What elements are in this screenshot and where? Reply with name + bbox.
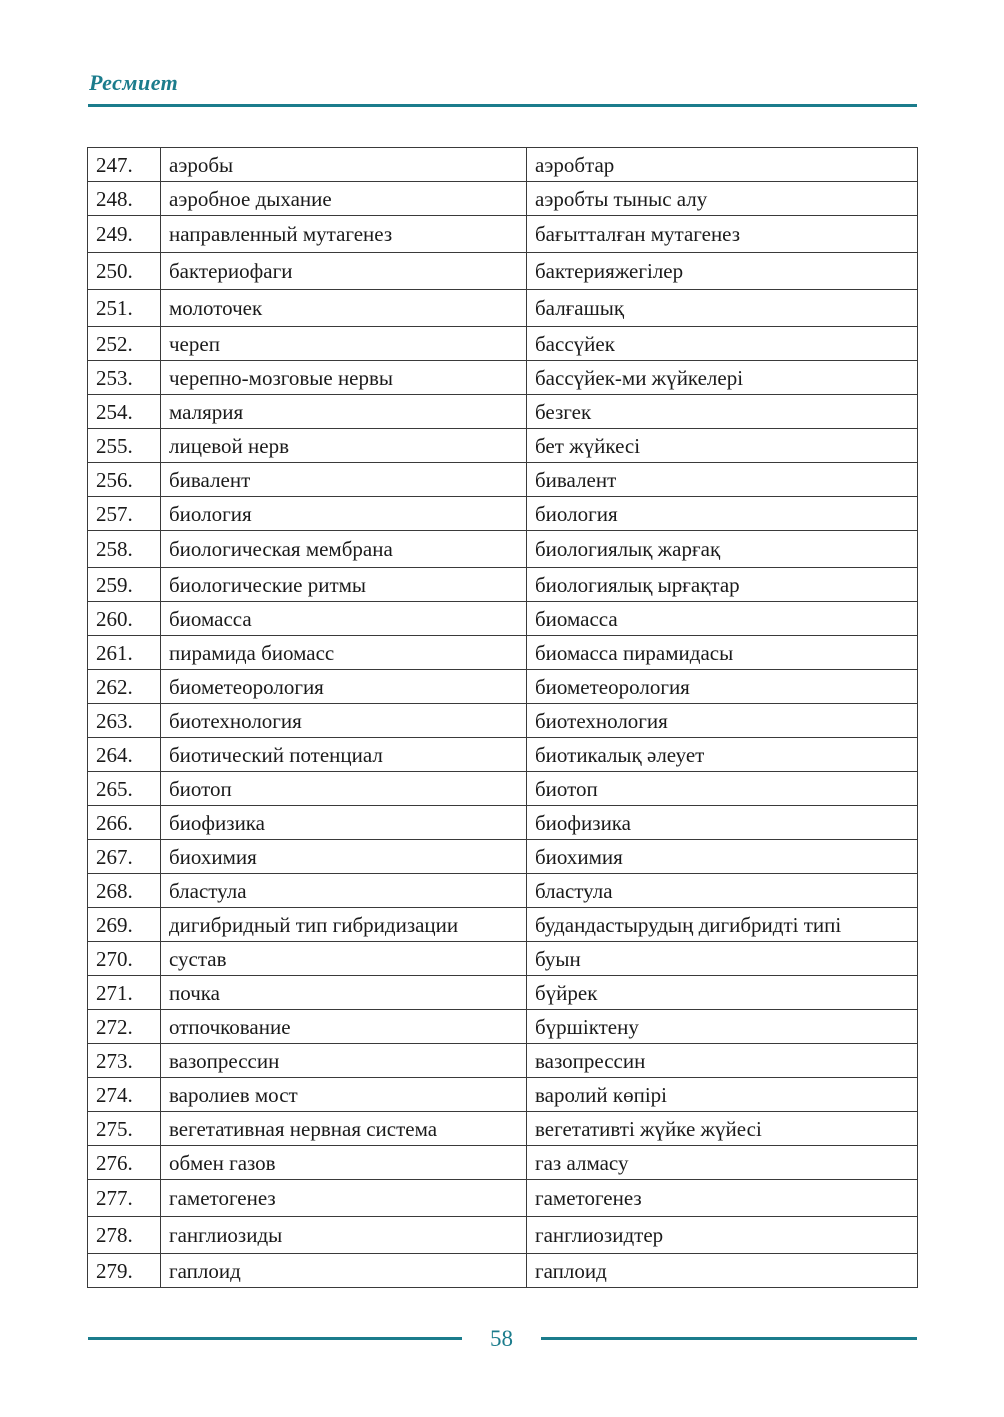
entry-number: 274. [88, 1078, 161, 1112]
kazakh-term: биохимия [527, 840, 918, 874]
table-row [88, 253, 918, 290]
table-row [88, 327, 918, 361]
russian-term: варолиев мост [161, 1078, 527, 1112]
entry-number: 250. [88, 253, 161, 290]
russian-term: вегетативная нервная система [161, 1112, 527, 1146]
kazakh-term: безгек [527, 395, 918, 429]
entry-number: 259. [88, 568, 161, 602]
russian-term: молоточек [161, 290, 527, 327]
kazakh-term: гаметогенез [527, 1180, 918, 1217]
russian-term: бластула [161, 874, 527, 908]
table-row [88, 840, 918, 874]
table-row [88, 361, 918, 395]
entry-number: 257. [88, 497, 161, 531]
russian-term: обмен газов [161, 1146, 527, 1180]
table-row [88, 636, 918, 670]
russian-term: биофизика [161, 806, 527, 840]
kazakh-term: гаплоид [527, 1254, 918, 1288]
entry-number: 267. [88, 840, 161, 874]
russian-term: биохимия [161, 840, 527, 874]
russian-term: биотоп [161, 772, 527, 806]
kazakh-term: бүршіктену [527, 1010, 918, 1044]
russian-term: биомасса [161, 602, 527, 636]
table-row [88, 182, 918, 216]
russian-term: направленный мутагенез [161, 216, 527, 253]
kazakh-term: бактерияжегілер [527, 253, 918, 290]
entry-number: 249. [88, 216, 161, 253]
entry-number: 261. [88, 636, 161, 670]
kazakh-term: бассүйек [527, 327, 918, 361]
kazakh-term: аэробты тыныс алу [527, 182, 918, 216]
russian-term: дигибридный тип гибридизации [161, 908, 527, 942]
russian-term: гаплоид [161, 1254, 527, 1288]
russian-term: пирамида биомасс [161, 636, 527, 670]
table-row [88, 704, 918, 738]
kazakh-term: биология [527, 497, 918, 531]
kazakh-term: биомасса пирамидасы [527, 636, 918, 670]
kazakh-term: газ алмасу [527, 1146, 918, 1180]
russian-term: лицевой нерв [161, 429, 527, 463]
entry-number: 247. [88, 148, 161, 182]
kazakh-term: биомасса [527, 602, 918, 636]
entry-number: 273. [88, 1044, 161, 1078]
table-row [88, 1180, 918, 1217]
entry-number: 256. [88, 463, 161, 497]
table-row [88, 429, 918, 463]
entry-number: 251. [88, 290, 161, 327]
russian-term: бактериофаги [161, 253, 527, 290]
table-row [88, 806, 918, 840]
entry-number: 254. [88, 395, 161, 429]
table-row [88, 1217, 918, 1254]
table-row [88, 738, 918, 772]
kazakh-term: балғашық [527, 290, 918, 327]
kazakh-term: бет жүйкесі [527, 429, 918, 463]
table-row [88, 1146, 918, 1180]
table-row [88, 531, 918, 568]
table-row [88, 1112, 918, 1146]
entry-number: 269. [88, 908, 161, 942]
table-row [88, 216, 918, 253]
footer-divider-left [88, 1337, 462, 1340]
russian-term: аэробное дыхание [161, 182, 527, 216]
russian-term: биотехнология [161, 704, 527, 738]
kazakh-term: биотикалық әлеует [527, 738, 918, 772]
russian-term: биология [161, 497, 527, 531]
table-row [88, 772, 918, 806]
table-row [88, 670, 918, 704]
russian-term: почка [161, 976, 527, 1010]
kazakh-term: бластула [527, 874, 918, 908]
kazakh-term: будандастырудың дигибридті типі [527, 908, 918, 942]
entry-number: 277. [88, 1180, 161, 1217]
page-number: 58 [490, 1326, 513, 1351]
table-row [88, 148, 918, 182]
entry-number: 266. [88, 806, 161, 840]
entry-number: 248. [88, 182, 161, 216]
entry-number: 278. [88, 1217, 161, 1254]
kazakh-term: аэробтар [527, 148, 918, 182]
table-row [88, 290, 918, 327]
entry-number: 275. [88, 1112, 161, 1146]
russian-term: гаметогенез [161, 1180, 527, 1217]
russian-term: ганглиозиды [161, 1217, 527, 1254]
entry-number: 255. [88, 429, 161, 463]
table-row [88, 908, 918, 942]
russian-term: бивалент [161, 463, 527, 497]
entry-number: 263. [88, 704, 161, 738]
russian-term: сустав [161, 942, 527, 976]
russian-term: биотический потенциал [161, 738, 527, 772]
entry-number: 252. [88, 327, 161, 361]
table-row [88, 602, 918, 636]
entry-number: 276. [88, 1146, 161, 1180]
kazakh-term: бүйрек [527, 976, 918, 1010]
entry-number: 253. [88, 361, 161, 395]
russian-term: биометеорология [161, 670, 527, 704]
kazakh-term: биологиялық жарғақ [527, 531, 918, 568]
glossary-table-body [88, 148, 918, 1288]
russian-term: биологическая мембрана [161, 531, 527, 568]
kazakh-term: буын [527, 942, 918, 976]
footer-divider-right [541, 1337, 917, 1340]
table-row [88, 1044, 918, 1078]
table-row [88, 1254, 918, 1288]
glossary-table [87, 147, 918, 1288]
russian-term: черепно-мозговые нервы [161, 361, 527, 395]
table-row [88, 395, 918, 429]
table-row [88, 568, 918, 602]
entry-number: 260. [88, 602, 161, 636]
kazakh-term: биотехнология [527, 704, 918, 738]
section-title: Ресмиет [89, 70, 179, 95]
table-row [88, 874, 918, 908]
russian-term: биологические ритмы [161, 568, 527, 602]
russian-term: малярия [161, 395, 527, 429]
entry-number: 262. [88, 670, 161, 704]
kazakh-term: биофизика [527, 806, 918, 840]
table-row [88, 463, 918, 497]
kazakh-term: бассүйек-ми жүйкелері [527, 361, 918, 395]
table-row [88, 1010, 918, 1044]
entry-number: 258. [88, 531, 161, 568]
russian-term: аэробы [161, 148, 527, 182]
entry-number: 271. [88, 976, 161, 1010]
table-row [88, 942, 918, 976]
entry-number: 268. [88, 874, 161, 908]
kazakh-term: вегетативті жүйке жүйесі [527, 1112, 918, 1146]
kazakh-term: бивалент [527, 463, 918, 497]
entry-number: 270. [88, 942, 161, 976]
kazakh-term: ганглиозидтер [527, 1217, 918, 1254]
entry-number: 272. [88, 1010, 161, 1044]
entry-number: 279. [88, 1254, 161, 1288]
table-row [88, 976, 918, 1010]
entry-number: 265. [88, 772, 161, 806]
kazakh-term: биотоп [527, 772, 918, 806]
russian-term: череп [161, 327, 527, 361]
kazakh-term: биологиялық ырғақтар [527, 568, 918, 602]
kazakh-term: вазопрессин [527, 1044, 918, 1078]
russian-term: вазопрессин [161, 1044, 527, 1078]
kazakh-term: биометеорология [527, 670, 918, 704]
kazakh-term: варолий көпірі [527, 1078, 918, 1112]
table-row [88, 1078, 918, 1112]
kazakh-term: бағытталған мутагенез [527, 216, 918, 253]
russian-term: отпочкование [161, 1010, 527, 1044]
table-row [88, 497, 918, 531]
header-divider [88, 104, 917, 107]
entry-number: 264. [88, 738, 161, 772]
